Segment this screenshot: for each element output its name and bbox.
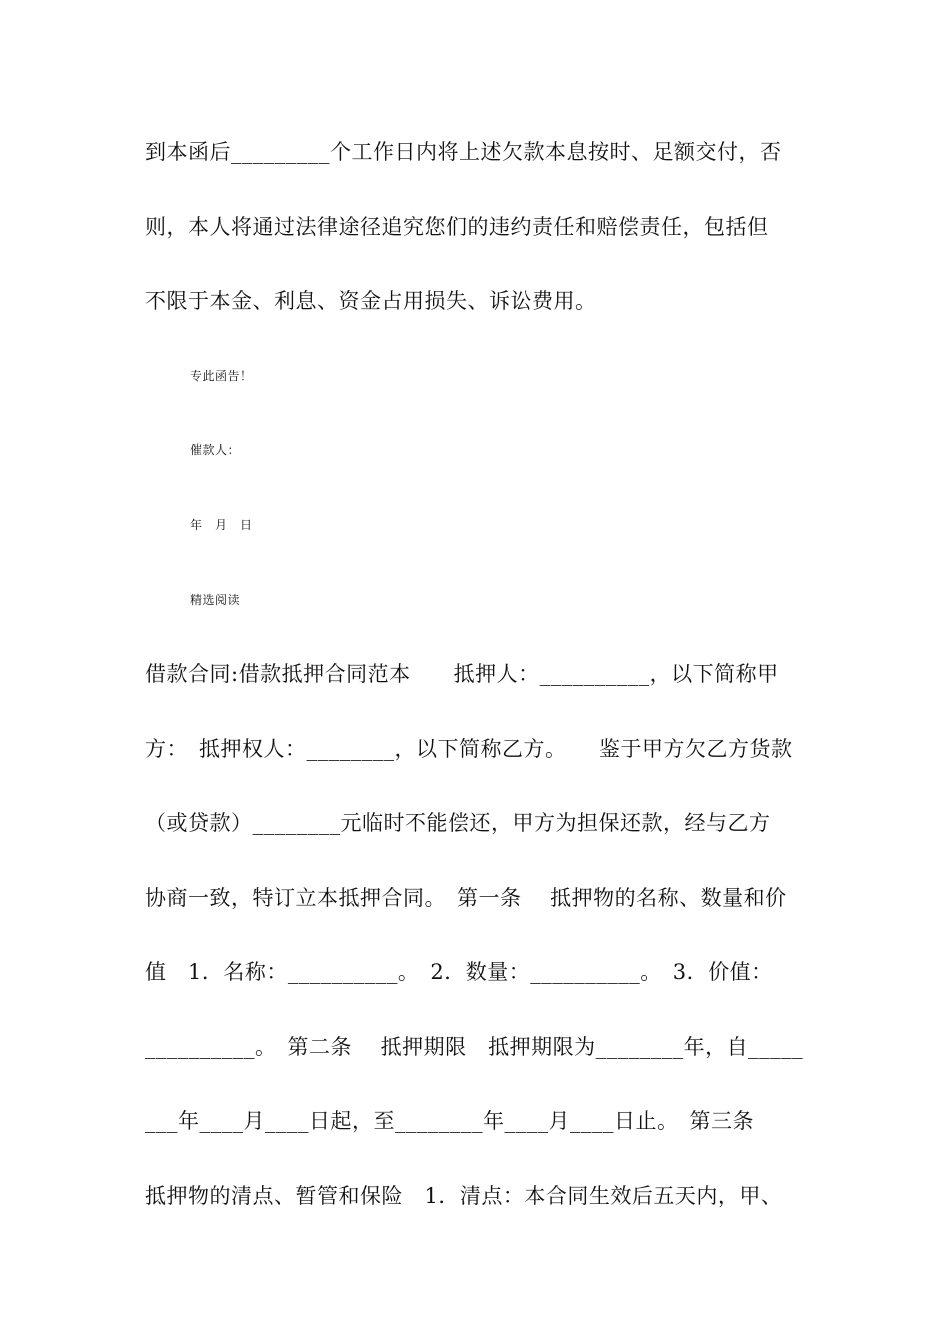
text-line: 协商一致，特订立本抵押合同。 第一条 抵押物的名称、数量和价 [145,886,787,910]
text-line: 催款人： [190,443,241,457]
text-line: 精选阅读 [190,593,241,607]
text-line: 值 1．名称：__________。 2．数量：__________。 3．价值： [145,960,773,984]
text-line: 专此函告！ [190,369,253,383]
text-line: 方： 抵押权人：________，以下简称乙方。 鉴于甲方欠乙方货款 [145,737,793,761]
text-line: 年 月 日 [190,518,253,532]
text-line: 抵押物的清点、暂管和保险 1．清点：本合同生效后五天内，甲、 [145,1184,783,1208]
text-line: （或贷款）________元临时不能偿还，甲方为担保还款，经与乙方 [145,811,771,835]
text-line: __________。 第二条 抵押期限 抵押期限为________年，自_____ [145,1035,804,1059]
text-line: 借款合同:借款抵押合同范本 抵押人：__________，以下简称甲 [145,662,779,686]
text-line: ___年____月____日起，至________年____月____日止。 第三条 [145,1109,754,1133]
text-line: 到本函后_________个工作日内将上述欠款本息按时、足额交付，否 [145,140,782,164]
text-line: 则，本人将通过法律途径追究您们的违约责任和赔偿责任，包括但 [145,215,769,239]
text-line: 不限于本金、利息、资金占用损失、诉讼费用。 [145,289,597,313]
